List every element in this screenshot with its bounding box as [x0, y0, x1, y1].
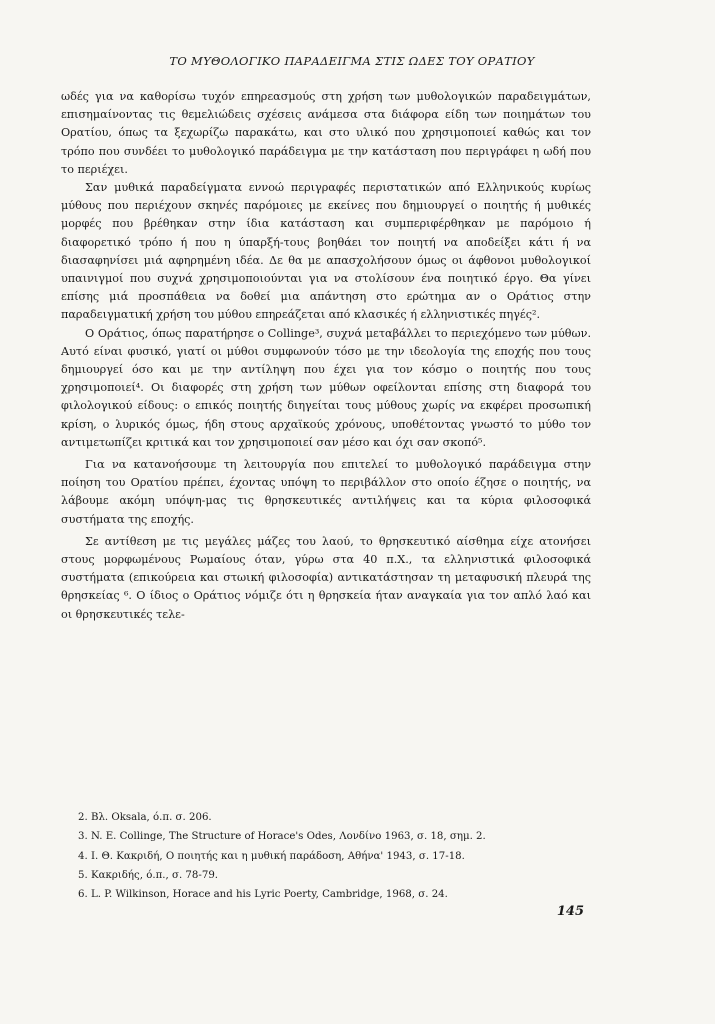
paragraph: Για να κατανοήσουμε τη λειτουργία που επιτελεί το μυθολογικό παράδειγμα στην ποίηση του Ορατίου πρέπει, έχοντας υπόψη το περιβάλλον στο οποίο έζησε ο ποιητής, να λάβουμε ακόμη υπόψη-μας τις θρησκευτικές αντιλήψεις και τα κύρια φιλοσοφικά συστήματα της εποχής.: [61, 458, 591, 526]
body-text: [61, 88, 591, 624]
page-number: 145: [556, 904, 584, 919]
paragraph: Ο Οράτιος, όπως παρατήρησε ο Collinge³, συχνά μεταβάλλει το περιεχόμενο των μύθων. Αυτό είναι φυσικό, γιατί οι μύθοι συμφωνούν τόσο με την ιδεολογία της εποχής που τους δημιουργεί όσο και με την αντίληψη που έχει για τον κόσμο ο ποιητής που τους χρησιμοποιεί⁴. Οι διαφορές στη χρήση των μύθων οφείλονται επίσης στη διαφορά του φιλολογικού είδους: ο επικός ποιητής διηγείται τους μύθους χωρίς να εκφέρει προσωπική κρίση, ο λυρικός όμως, ήδη στους αρχαϊκούς χρόνους, υποθέτοντας γνωστό το μύθο τον αντιμετωπίζει κριτικά και τον χρησιμοποιεί σαν μέσο και όχι σαν σκοπό⁵.: [61, 326, 591, 449]
footnote: 4. Ι. Θ. Κακριδή, Ο ποιητής και η μυθική παράδοση, Αθήνα' 1943, σ. 17-18.: [78, 850, 465, 862]
footnote: 5. Κακριδής, ό.π., σ. 78-79.: [78, 869, 219, 881]
paragraph: ωδές για να καθορίσω τυχόν επηρεασμούς στη χρήση των μυθολογικών παραδειγμάτων, επισημαίνοντας τις θεμελιώδεις σχέσεις ανάμεσα στα διάφορα είδη των ποιημάτων του Ορατίου, όπως τα ξεχωρίζω παρακάτω, και στο υλικό που χρησιμοποιεί καθώς και τον τρόπο που συνδέει το μυθολογικό παράδειγμα με την κατάσταση που περιγράφει η ωδή που το περιέχει.: [61, 90, 591, 176]
footnote: 6. L. P. Wilkinson, Horace and his Lyric Poerty, Cambridge, 1968, σ. 24.: [78, 889, 448, 901]
footnotes: [78, 808, 598, 904]
running-head: ΤΟ ΜΥΘΟΛΟΓΙΚΟ ΠΑΡΑΔΕΙΓΜΑ ΣΤΙΣ ΩΔΕΣ ΤΟΥ ΟΡΑΤΙΟΥ: [169, 54, 535, 68]
footnote: 2. Βλ. Oksala, ό.π. σ. 206.: [78, 812, 212, 823]
paragraph: Σε αντίθεση με τις μεγάλες μάζες του λαού, το θρησκευτικό αίσθημα είχε ατονήσει στους μορφωμένους Ρωμαίους όταν, γύρω στα 40 π.Χ., τα ελληνιστικά φιλοσοφικά συστήματα (επικούρεια και στωική φιλοσοφία) αντικατάστησαν τη μεταφυσική πλευρά της θρησκείας ⁶. Ο ίδιος ο Οράτιος νόμιζε ότι η θρησκεία ήταν αναγκαία για τον απλό λαό και οι θρησκευτικές τελε-: [61, 534, 591, 621]
footnote: 3. N. E. Collinge, The Structure of Horace's Odes, Λονδίνο 1963, σ. 18, σημ. 2.: [78, 831, 486, 843]
paragraph: Σαν μυθικά παραδείγματα εννοώ περιγραφές περιστατικών από Ελληνικούς κυρίως μύθους που περιέχουν σκηνές παρόμοιες με εκείνες που δημιουργεί ο ποιητής ή μυθικές μορφές που βρέθηκαν στην ίδια κατάσταση και συμπεριφέρθηκαν με παρόμοιο ή διαφορετικό τρόπο ή που η ύπαρξή-τους βοηθάει τον ποιητή να αποδείξει κάτι ή να διασαφηνίσει μιά αφηρημένη ιδέα. Δε θα με απασχολήσουν όμως οι άφθονοι μυθολογικοί υπαινιγμοί που συχνά χρησιμοποιούνται για να στολίσουν ένα ποιητικό έργο. Θα γίνει επίσης μιά προσπάθεια να δοθεί μια απάντηση στο ερώτημα αν ο Οράτιος στην παραδειγματική χρήση του μύθου επηρεάζεται από κλασικές ή ελληνιστικές πηγές².: [61, 181, 591, 322]
